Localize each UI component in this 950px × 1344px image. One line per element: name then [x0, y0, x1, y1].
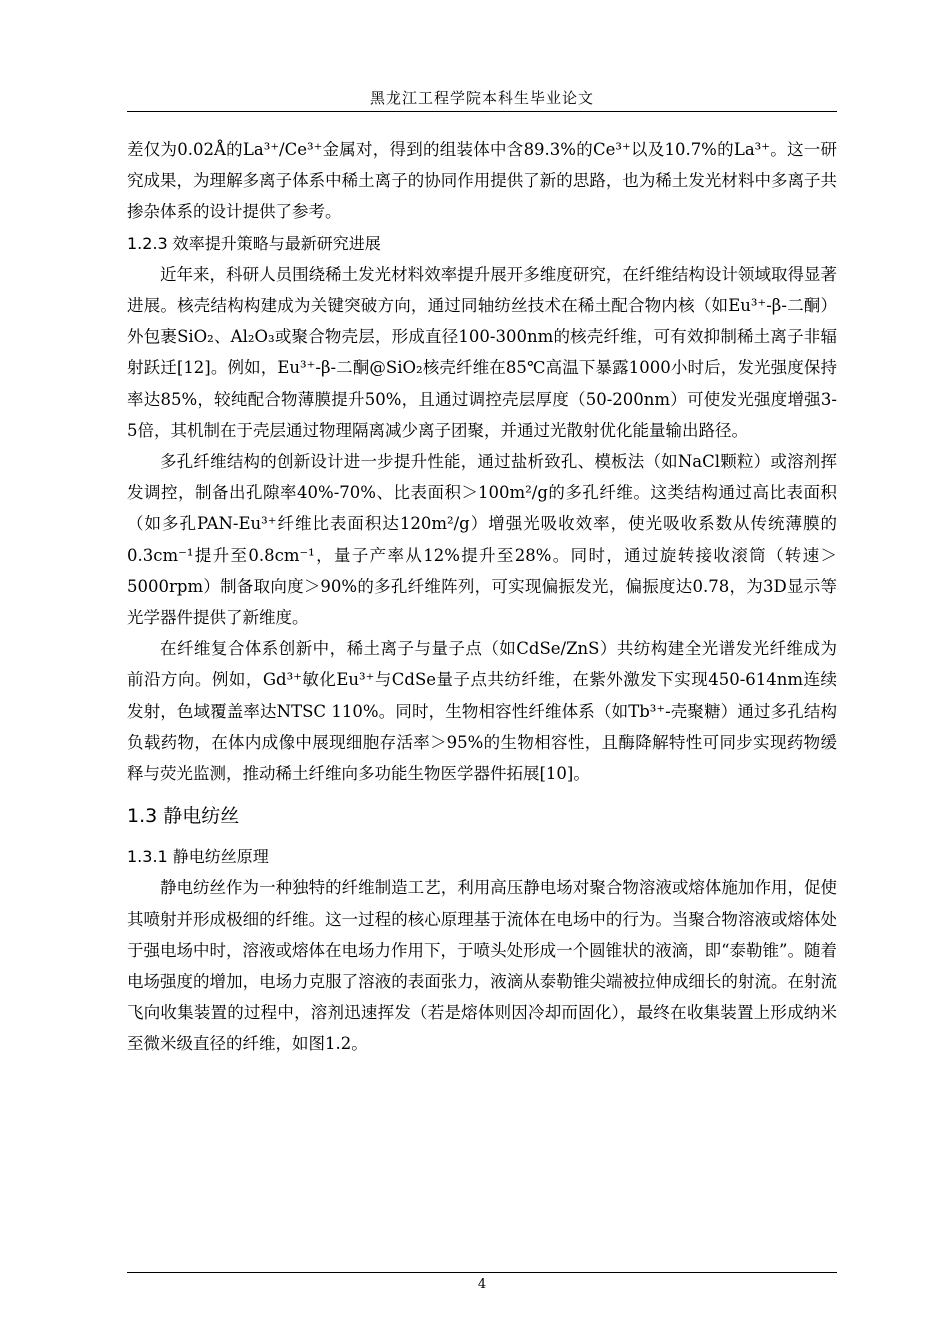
section-heading-1-2-3: 1.2.3 效率提升策略与最新研究进展	[127, 233, 381, 253]
section-heading-1-3: 1.3 静电纺丝	[127, 805, 240, 828]
page-number: 4	[477, 1277, 487, 1292]
paragraph-core-shell: 近年来，科研人员围绕稀土发光材料效率提升展开多维度研究，在纤维结构设计领域取得显著进展。核壳结构构建成为关键突破方向，通过同轴纺丝技术在稀土配合物内核（如Eu³⁺-β-二酮）外包裹SiO₂、Al₂O₃或聚合物壳层，形成直径100-300nm的核壳纤维，可有效抑制稀土离子非辐射跃迁[12]。例如，Eu³⁺-β-二酮@SiO₂核壳纤维在85℃高温下暴露1000小时后，发光强度保持率达85%，较纯配合物薄膜提升50%，且通过调控壳层厚度（50-200nm）可使发光强度增强3-5倍，其机制在于壳层通过物理隔离减少离子团聚，并通过光散射优化能量输出路径。	[127, 264, 837, 440]
running-header: 黑龙江工程学院本科生毕业论文	[369, 89, 594, 107]
page-body	[127, 134, 837, 1060]
paragraph-composite-fiber: 在纤维复合体系创新中，稀土离子与量子点（如CdSe/ZnS）共纺构建全光谱发光纤维成为前沿方向。例如，Gd³⁺敏化Eu³⁺与CdSe量子点共纺纤维，在紫外激发下实现450-614nm连续发射，色域覆盖率达NTSC 110%。同时，生物相容性纤维体系（如Tb³⁺-壳聚糖）通过多孔结构负载药物，在体内成像中展现细胞存活率＞95%的生物相容性，且酶降解特性可同步实现药物缓释与荧光监测，推动稀土纤维向多功能生物医学器件拓展[10]。	[127, 639, 837, 784]
paragraph-porous-fiber: 多孔纤维结构的创新设计进一步提升性能，通过盐析致孔、模板法（如NaCl颗粒）或溶剂挥发调控，制备出孔隙率40%-70%、比表面积＞100m²/g的多孔纤维。这类结构通过高比表面积（如多孔PAN-Eu³⁺纤维比表面积达120m²/g）增强光吸收效率，使光吸收系数从传统薄膜的0.3cm⁻¹提升至0.8cm⁻¹，量子产率从12%提升至28%。同时，通过旋转接收滚筒（转速＞5000rpm）制备取向度＞90%的多孔纤维阵列，可实现偏振发光，偏振度达0.78，为3D显示等光学器件提供了新维度。	[127, 452, 837, 628]
section-heading-1-3-1: 1.3.1 静电纺丝原理	[127, 847, 269, 867]
header-rule	[127, 111, 837, 112]
paragraph-electrospinning-principle: 静电纺丝作为一种独特的纤维制造工艺，利用高压静电场对聚合物溶液或熔体施加作用，促使其喷射并形成极细的纤维。这一过程的核心原理基于流体在电场中的行为。当聚合物溶液或熔体处于强电场中时，溶液或熔体在电场力作用下，于喷头处形成一个圆锥状的液滴，即“泰勒锥”。随着电场强度的增加，电场力克服了溶液的表面张力，液滴从泰勒锥尖端被拉伸成细长的射流。在射流飞向收集装置的过程中，溶剂迅速挥发（若是熔体则因冷却而固化），最终在收集装置上形成纳米至微米级直径的纤维，如图1.2。	[127, 878, 837, 1054]
footer-rule	[127, 1272, 837, 1273]
paragraph-continuation: 差仅为0.02Å的La³⁺/Ce³⁺金属对，得到的组装体中含89.3%的Ce³⁺以及10.7%的La³⁺。这一研究成果，为理解多离子体系中稀土离子的协同作用提供了新的思路，也为稀土发光材料中多离子共掺杂体系的设计提供了参考。	[127, 140, 837, 222]
